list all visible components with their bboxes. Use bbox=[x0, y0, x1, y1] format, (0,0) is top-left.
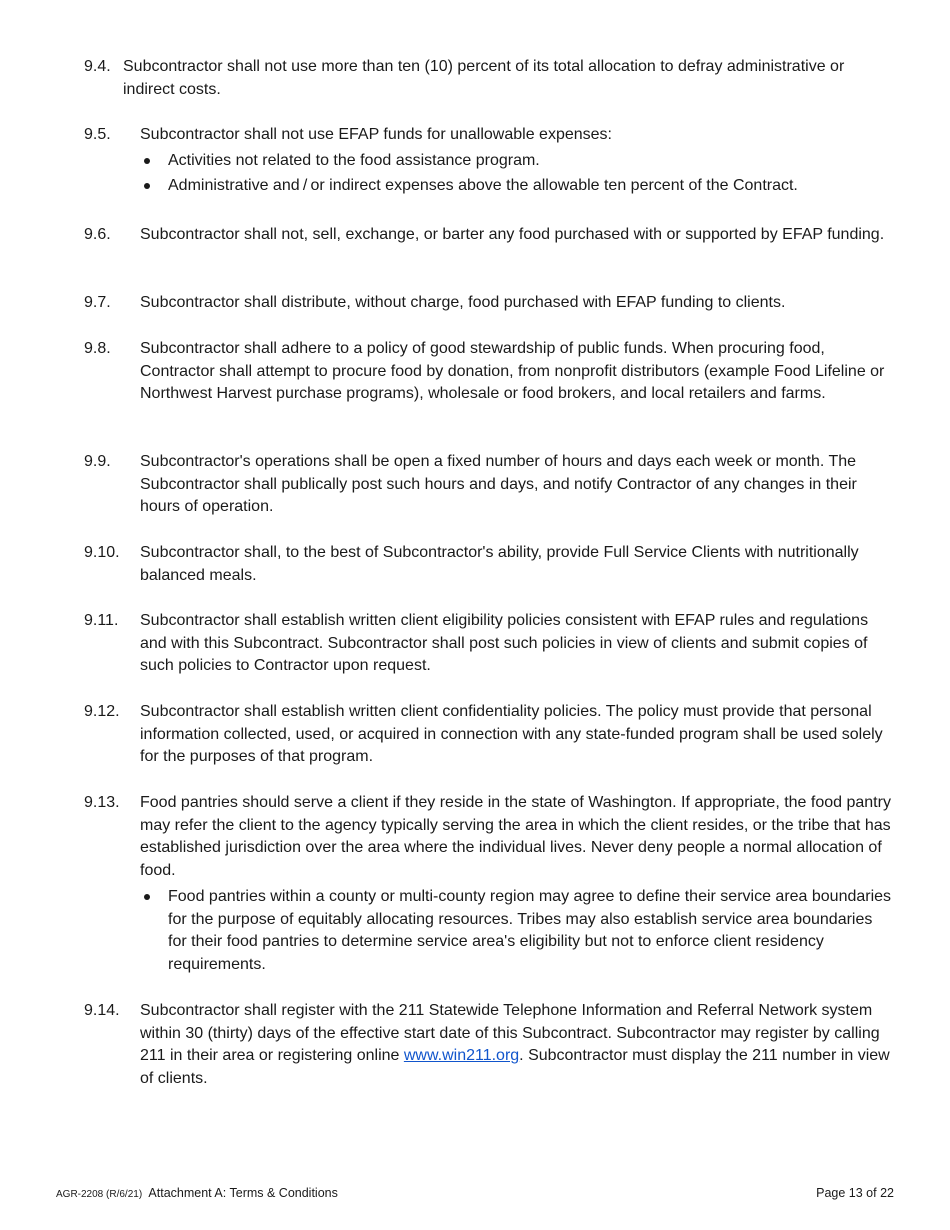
clause-text bbox=[140, 1000, 894, 1091]
bullet-item: Food pantries within a county or multi-county region may agree to define their service area boundaries for the purpose of equitably allocating resources. Tribes may also establish service area boundaries for their food pantries to determine service area's eligibility but not to enforce client residency requirements. bbox=[140, 886, 894, 977]
clause-number: 9.9. bbox=[84, 453, 111, 470]
page-number: Page 13 of 22 bbox=[816, 1186, 894, 1200]
clause-text: Subcontractor's operations shall be open a fixed number of hours and days each week or month. The Subcontractor shall publically post such hours and days, and notify Contractor of any changes in their hours of operation. bbox=[140, 453, 857, 516]
clause-text-end: . Subcontractor must display the 211 number in view of clients. bbox=[140, 1047, 890, 1088]
footer-left bbox=[56, 1186, 338, 1200]
clause-number: 9.10. bbox=[84, 544, 120, 561]
clause-9-4 bbox=[84, 56, 894, 101]
clause-text: Subcontractor shall not use more than ten (10) percent of its total allocation to defray administrative or indirect costs. bbox=[123, 58, 845, 98]
clause-9-10 bbox=[84, 542, 894, 587]
clause-text: Subcontractor shall not, sell, exchange, or barter any food purchased with or supported by EFAP funding. bbox=[140, 226, 885, 243]
clause-number: 9.4. bbox=[84, 58, 111, 75]
clause-9-12 bbox=[84, 701, 894, 769]
clause-9-13 bbox=[84, 792, 894, 977]
clause-text: Subcontractor shall not use EFAP funds for unallowable expenses: bbox=[140, 126, 612, 143]
clause-number: 9.7. bbox=[84, 294, 111, 311]
clause-9-11 bbox=[84, 610, 894, 678]
form-code: AGR-2208 (R/6/21) bbox=[56, 1189, 143, 1200]
clause-number: 9.13. bbox=[84, 794, 120, 811]
clause-number: 9.6. bbox=[84, 226, 111, 243]
document-title: Attachment A: Terms & Conditions bbox=[148, 1186, 338, 1200]
clause-number: 9.14. bbox=[84, 1002, 120, 1019]
bullet-list bbox=[140, 886, 894, 977]
bullet-list bbox=[140, 150, 894, 198]
clause-number: 9.11. bbox=[84, 612, 119, 629]
clause-9-6 bbox=[84, 224, 894, 247]
bullet-item: Activities not related to the food assistance program. bbox=[140, 150, 894, 173]
clause-number: 9.8. bbox=[84, 340, 111, 357]
clause-text-start: Subcontractor shall register with the 211 Statewide Telephone Information and Referral Network system within 30 (thirty) days of the effective start date of this Subcontract. Subcontractor may register by calling 211 in their area or registering online bbox=[140, 1002, 880, 1065]
clause-number: 9.5. bbox=[84, 126, 111, 143]
clause-text: Subcontractor shall establish written client confidentiality policies. The policy must provide that personal information collected, used, or acquired in connection with any state-funded program shall be used solely for the purposes of that program. bbox=[140, 703, 883, 766]
clause-9-8 bbox=[84, 338, 894, 406]
clause-9-5 bbox=[84, 124, 894, 198]
win211-link[interactable]: www.win211.org bbox=[403, 1047, 520, 1065]
clause-text: Subcontractor shall adhere to a policy of good stewardship of public funds. When procuring food, Contractor shall attempt to procure food by donation, from nonprofit distributors (example Food Lifeline or Northwest Harvest purchase programs), wholesale or food brokers, and local retailers and farms. bbox=[140, 340, 885, 403]
clause-9-9 bbox=[84, 451, 894, 519]
clause-text: Subcontractor shall, to the best of Subcontractor's ability, provide Full Service Clients with nutritionally balanced meals. bbox=[140, 544, 859, 584]
bullet-item: Administrative and / or indirect expenses above the allowable ten percent of the Contract. bbox=[140, 175, 894, 198]
clause-text: Subcontractor shall distribute, without charge, food purchased with EFAP funding to clients. bbox=[140, 294, 786, 311]
clause-text: Food pantries should serve a client if they reside in the state of Washington. If appropriate, the food pantry may refer the client to the agency typically serving the area in which the client resides, or the tribe that has established jurisdiction over the area where the individual lives. Never deny people a normal allocation of food. bbox=[140, 794, 891, 880]
clause-9-7 bbox=[84, 292, 894, 315]
clause-9-14 bbox=[84, 1000, 894, 1091]
clause-number: 9.12. bbox=[84, 703, 120, 720]
clause-text: Subcontractor shall establish written client eligibility policies consistent with EFAP rules and regulations and with this Subcontract. Subcontractor shall post such policies in view of clients and submit copies of such policies to Contractor upon request. bbox=[140, 612, 869, 675]
